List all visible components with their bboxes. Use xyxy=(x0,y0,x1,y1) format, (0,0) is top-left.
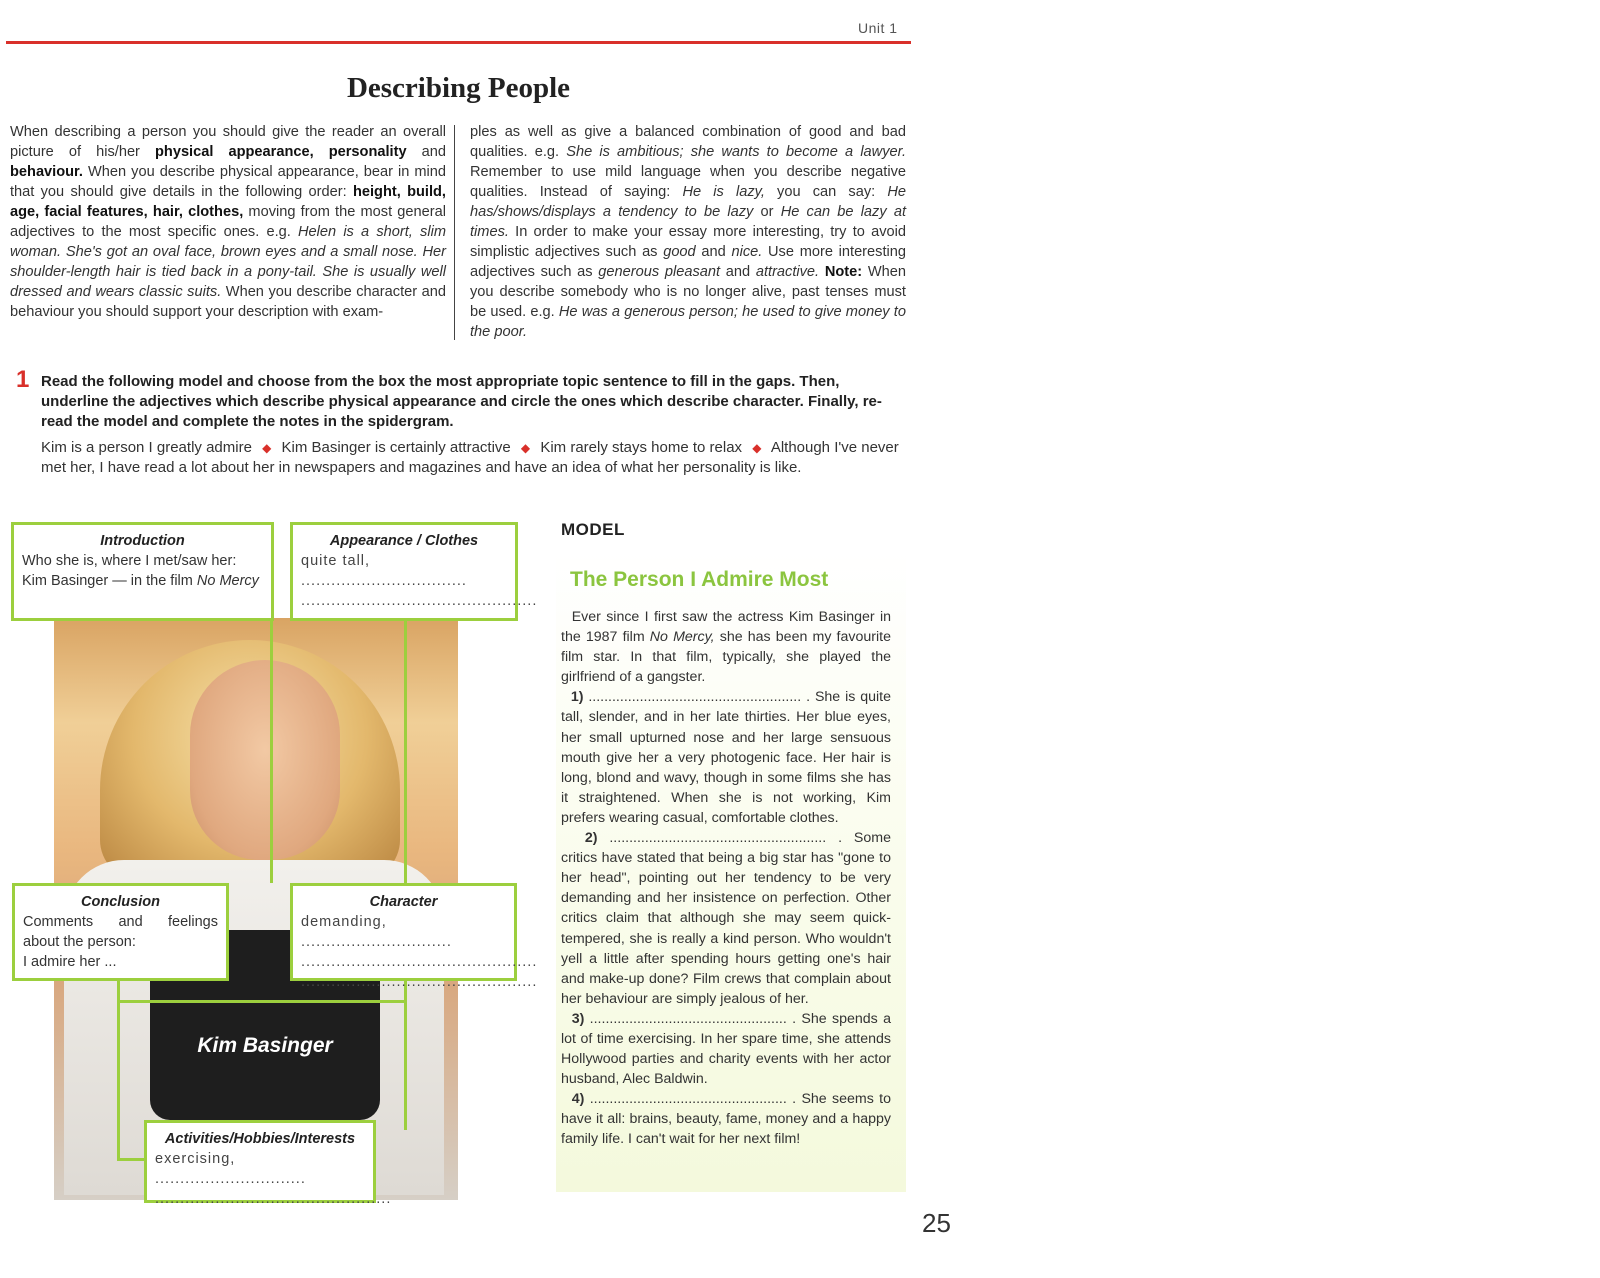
box-title: Activities/Hobbies/Interests xyxy=(164,1131,356,1147)
box-line: Who she is, where I met/saw her: xyxy=(22,553,237,569)
intro-text-run: When you describe somebody who is no longer alive, past tenses must be used. e.g. xyxy=(470,264,906,320)
gap-number: 2) xyxy=(584,830,598,847)
intro-text-run: or xyxy=(753,204,781,220)
intro-text-run: moving from the most general adjectives to the most specific ones. e.g. xyxy=(10,204,446,240)
model-paragraph xyxy=(561,687,891,828)
photo-caption: Kim Basinger xyxy=(197,1034,333,1057)
diamond-bullet-icon: ◆ xyxy=(262,441,272,455)
page-title: Describing People xyxy=(346,72,571,104)
gap-number: 4) xyxy=(571,1091,585,1108)
intro-text-run: nice. xyxy=(731,244,763,260)
box-line: I admire her ... xyxy=(23,954,117,970)
model-text-run: . She spends a lot of time exercising. In her spare time, she attends Hollywood parties and charity events with her actor husband, Alec Baldwin. xyxy=(561,1010,891,1088)
box-line xyxy=(22,571,263,591)
model-paragraph xyxy=(561,1089,891,1149)
intro-text-run: In order to make your essay more interesting, try to avoid simplistic adjectives such as xyxy=(470,224,906,260)
box-title: Introduction xyxy=(100,533,185,549)
gap-dots: ....................................................... xyxy=(597,830,827,847)
model-text-run: . Some critics have stated that being a big star has "gone to her head", pointing out her tendency to be very demanding and her insistence on perfection. Other critics claim that although she may seem quick-tempered, she is really a kind person. Who wouldn't yell a little after spending hours getting one's hair and make-up done? Film crews that complain about her behaviour are simply jealous of her. xyxy=(561,830,891,1007)
intro-text-run: attractive. xyxy=(755,264,820,280)
intro-text-run: and xyxy=(720,264,756,280)
box-line: ............................................... xyxy=(301,974,538,990)
model-text-run: Ever since I first saw the actress Kim Basinger in the 1987 film xyxy=(561,609,891,646)
box-title: Character xyxy=(369,894,438,910)
intro-text-run: When you describe character and behaviour you should support your description with exam- xyxy=(10,284,446,320)
gap-dots: .................................................. xyxy=(584,1091,787,1108)
model-title: The Person I Admire Most xyxy=(570,568,829,591)
column-divider xyxy=(454,125,455,340)
gap-dots: ...................................................... xyxy=(583,689,802,706)
box-line: exercising, .............................. xyxy=(155,1151,306,1187)
intro-text-run: She is ambitious; she wants to become a lawyer. xyxy=(566,144,906,160)
spidergram-box-introduction xyxy=(11,522,274,621)
model-paragraph xyxy=(561,828,891,1009)
topic-sentence: Although I've never met her, I have read a lot about her in newspapers and magazines and have an idea of what her personality is like. xyxy=(41,439,899,476)
model-text-run: . She is quite tall, slender, and in her late thirties. Her blue eyes, her small upturned nose and her large sensuous mouth give her a very photogenic face. Her hair is long, blond and wavy, though in some films she has it straightened. When she is not working, Kim prefers wearing casual, comfortable clothes. xyxy=(561,689,892,826)
intro-text-run: height, build, age, facial features, hair, clothes, xyxy=(10,184,446,220)
intro-text-run: Note: xyxy=(824,264,863,280)
spidergram-box-character xyxy=(290,883,538,990)
box-line: ............................................... xyxy=(301,954,538,970)
page-number: 25 xyxy=(922,1208,951,1238)
model-paragraph xyxy=(561,1009,891,1089)
intro-text-run: He has/shows/displays a tendency to be lazy xyxy=(470,184,906,220)
model-text-run: . She seems to have it all: brains, beauty, fame, money and a happy family life. I can't wait for her next film! xyxy=(561,1091,892,1148)
box-line: about the person: xyxy=(23,934,136,950)
model-text xyxy=(561,607,891,1150)
header-rule xyxy=(6,41,911,44)
model-label: MODEL xyxy=(561,520,625,539)
film-title: No Mercy xyxy=(196,573,259,589)
box-line: Comments and feelings xyxy=(23,914,218,930)
unit-label: Unit 1 xyxy=(858,20,898,36)
box-line: quite tall, ................................. xyxy=(301,553,467,589)
box-title: Conclusion xyxy=(81,894,160,910)
gap-dots: .................................................. xyxy=(584,1010,787,1027)
box-line: ............................................... xyxy=(155,1191,392,1207)
box-line-text: Kim Basinger — in the film xyxy=(22,573,197,589)
spidergram-box-appearance xyxy=(290,522,538,621)
exercise-number: 1 xyxy=(16,366,30,393)
intro-text-run: good xyxy=(663,244,696,260)
intro-text-run: Helen is a short, slim woman. She's got an oval face, brown eyes and a small nose. Her shoulder-length hair is tied back in a pony-tail. She is usually well dressed and wears classic suits. xyxy=(10,224,446,300)
intro-text-run: and xyxy=(406,144,446,160)
intro-column-right xyxy=(470,122,906,342)
intro-text-run: and xyxy=(695,244,732,260)
intro-text-run: He can be lazy at times. xyxy=(470,204,906,240)
intro-text-run: Remember to use mild language when you describe negative qualities. Instead of saying: xyxy=(470,164,906,200)
intro-text-run: you can say: xyxy=(764,184,888,200)
film-title: No Mercy, xyxy=(649,629,715,646)
topic-sentence-box xyxy=(41,438,911,478)
intro-text-run: Use more interesting adjectives such as xyxy=(470,244,906,280)
spidergram-connector xyxy=(270,620,273,883)
intro-text-run: generous pleasant xyxy=(598,264,721,280)
gap-number: 1) xyxy=(570,689,584,706)
intro-text-run: ples as well as give a balanced combination of good and bad qualities. e.g. xyxy=(470,124,906,160)
model-paragraph xyxy=(561,607,891,687)
intro-text-run: behaviour. xyxy=(10,164,83,180)
diamond-bullet-icon: ◆ xyxy=(520,441,531,455)
intro-text-run: When describing a person you should give the reader an overall picture of his/her xyxy=(10,124,446,160)
intro-column-left xyxy=(10,122,446,322)
box-line: ............................................... xyxy=(301,593,538,609)
topic-sentence: Kim is a person I greatly admire xyxy=(41,439,252,456)
intro-text-run: When you describe physical appearance, bear in mind that you should give details in the following order: xyxy=(10,164,446,200)
diamond-bullet-icon: ◆ xyxy=(752,441,762,455)
intro-text-run: He was a generous person; he used to give money to the poor. xyxy=(470,304,906,340)
topic-sentence: Kim rarely stays home to relax xyxy=(540,439,743,456)
spidergram-connector xyxy=(117,1000,407,1003)
intro-text-run: He is lazy, xyxy=(682,184,765,200)
spidergram-connector xyxy=(117,1158,147,1161)
box-title: Appearance / Clothes xyxy=(329,533,479,549)
spidergram-box-conclusion xyxy=(12,883,229,981)
spidergram-box-activities xyxy=(144,1120,392,1207)
gap-number: 3) xyxy=(571,1010,585,1027)
intro-text-run: physical appearance, personality xyxy=(155,144,407,160)
box-line: demanding, .............................. xyxy=(301,914,452,950)
model-text-run: she has been my favourite film star. In that film, typically, she played the girlfriend of a gangster. xyxy=(561,629,891,686)
spidergram-connector xyxy=(117,980,120,1160)
portrait-face xyxy=(190,660,340,860)
exercise-instruction: Read the following model and choose from the box the most appropriate topic sentence to fill in the gaps. Then, underline the adjectives which describe physical appearance and circle the ones which describe character. Finally, re-read the model and complete the notes in the spidergram. xyxy=(41,373,882,430)
topic-sentence: Kim Basinger is certainly attractive xyxy=(281,439,511,456)
spidergram-connector xyxy=(404,620,407,883)
